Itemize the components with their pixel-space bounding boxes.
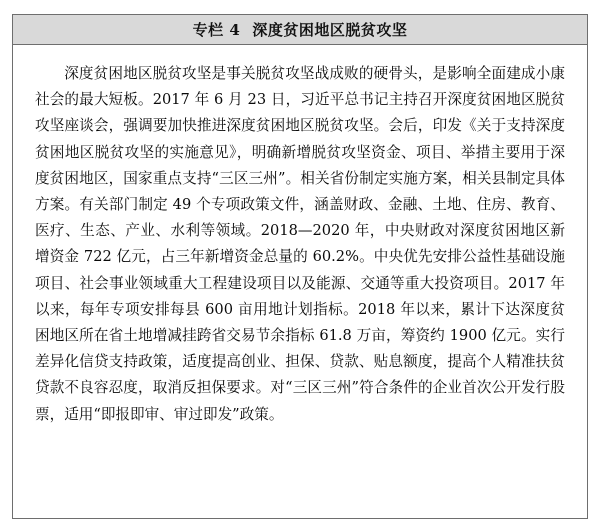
body-paragraph: 深度贫困地区脱贫攻坚是事关脱贫攻坚战成败的硬骨头，是影响全面建成小康社会的最大短板。2017 年 6 月 23 日，习近平总书记主持召开深度贫困地区脱贫攻坚座谈会，强调要加快推进深度贫困地区脱贫攻坚。会后，印发《关于支持深度贫困地区脱贫攻坚的实施意见》，明确新增脱贫攻坚资金、项目、举措主要用于深度贫困地区，国家重点支持“三区三州”。相关省份制定实施方案，相关县制定具体方案。有关部门制定 49 个专项政策文件，涵盖财政、金融、土地、住房、教育、医疗、生态、产业、水利等领域。2018—2020 年，中央财政对深度贫困地区新增资金 722 亿元，占三年新增资金总量的 60.2%。中央优先安排公益性基础设施项目、社会事业领域重大工程建设项目以及能源、交通等重大投资项目。2017 年以来，每年专项安排每县 600 亩用地计划指标。2018 年以来，累计下达深度贫困地区所在省土地增减挂跨省交易节余指标 61.8 万亩，筹资约 1900 亿元。实行差异化信贷支持政策，适度提高创业、担保、贷款、贴息额度，提高个人精准扶贫贷款不良容忍度，取消反担保要求。对“三区三州”符合条件的企业首次公开发行股票，适用“即报即审、审过即发”政策。 bbox=[35, 65, 565, 423]
callout-body bbox=[13, 45, 587, 438]
callout-box bbox=[12, 14, 588, 519]
callout-title: 深度贫困地区脱贫攻坚 bbox=[252, 21, 408, 39]
callout-label: 专栏 4 bbox=[192, 21, 241, 39]
callout-title-wrap bbox=[193, 19, 408, 40]
callout-header bbox=[13, 15, 587, 45]
